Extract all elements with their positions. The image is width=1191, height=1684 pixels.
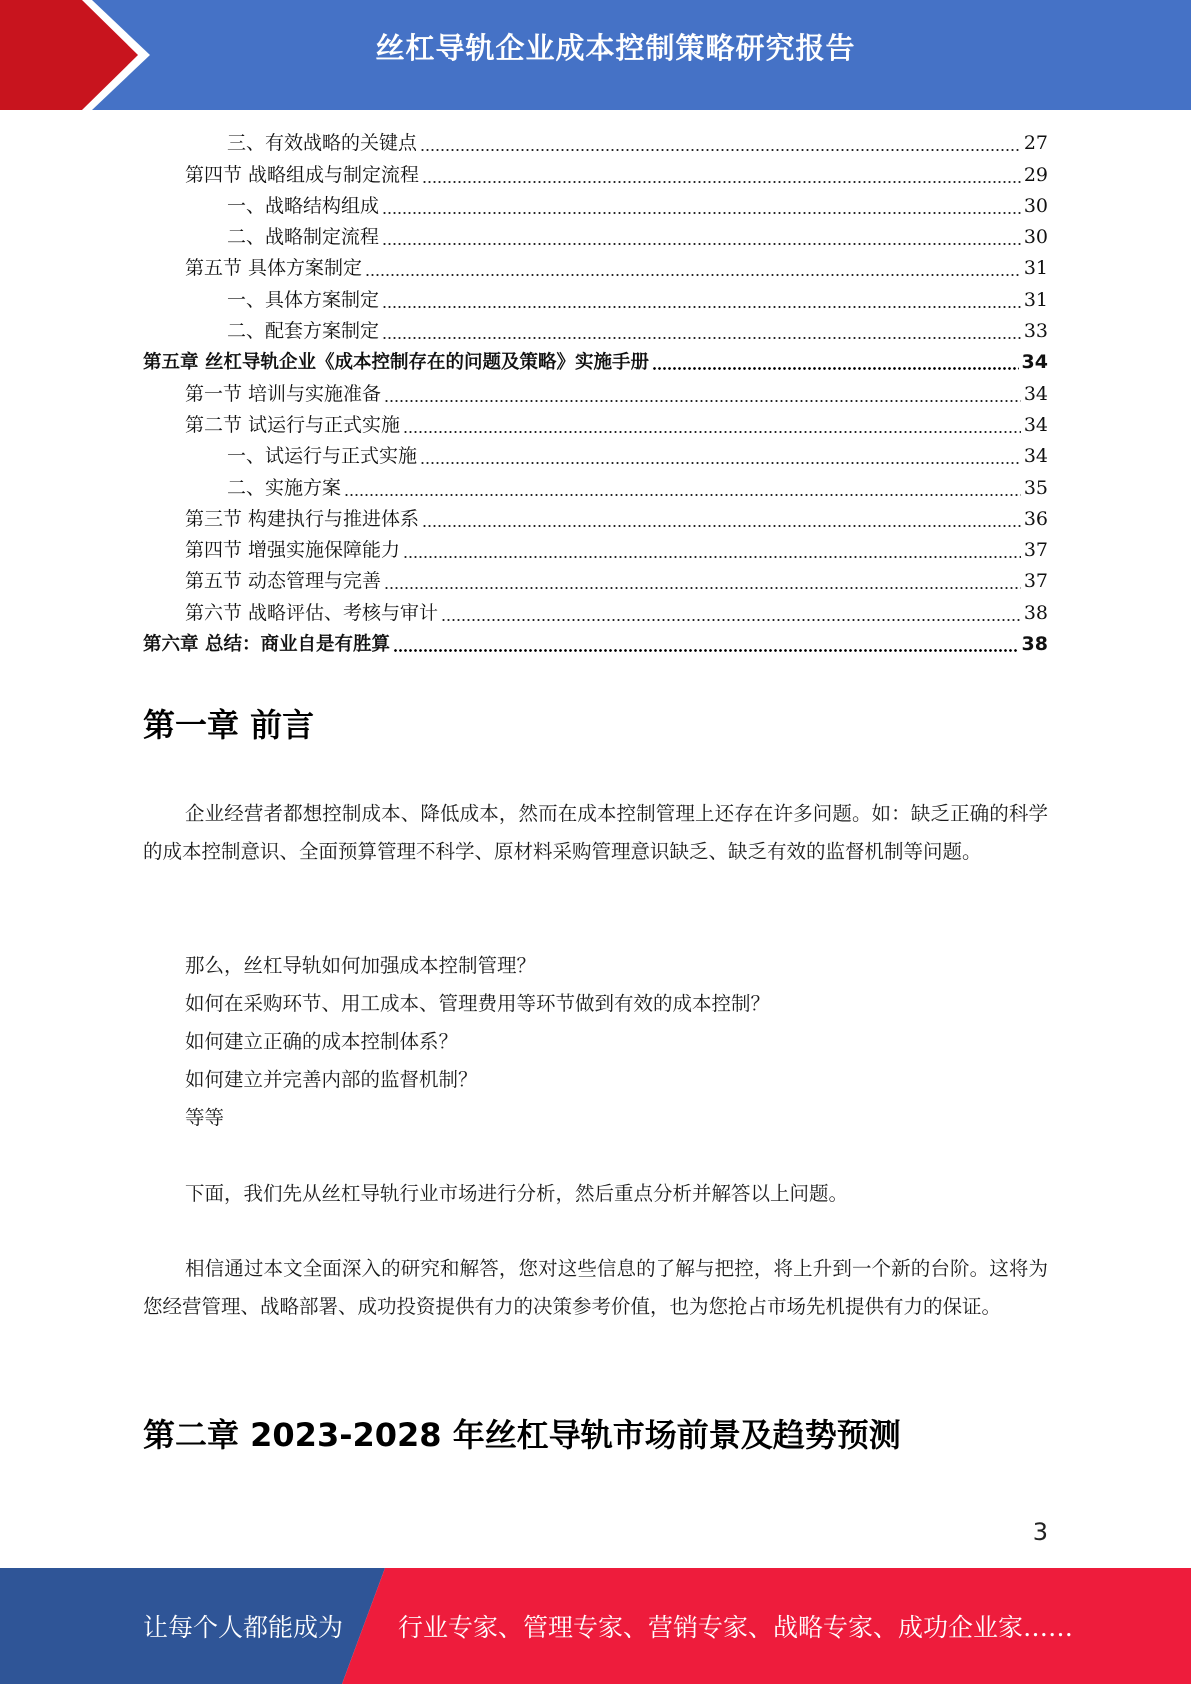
- question-item: 等等: [185, 1106, 225, 1129]
- table-of-contents: [143, 128, 1048, 660]
- toc-dot-leader: [422, 525, 1021, 527]
- toc-entry-label: 第五节 具体方案制定: [185, 257, 363, 280]
- toc-dot-leader: [382, 306, 1021, 308]
- toc-entry[interactable]: [143, 535, 1048, 566]
- toc-entry-label: 第六章 总结：商业自是有胜算: [143, 634, 390, 656]
- report-title: 丝杠导轨企业成本控制策略研究报告: [375, 31, 856, 65]
- toc-entry-label: 第三节 构建执行与推进体系: [185, 507, 420, 530]
- toc-entry-label: 第五节 动态管理与完善: [185, 570, 382, 593]
- toc-entry-label: 第五章 丝杠导轨企业《成本控制存在的问题及策略》实施手册: [143, 352, 649, 374]
- toc-entry-page: 36: [1023, 507, 1048, 530]
- toc-entry-page: 34: [1023, 445, 1048, 468]
- toc-entry-label: 一、战略结构组成: [227, 194, 380, 217]
- toc-entry-page: 34: [1021, 351, 1048, 374]
- toc-entry[interactable]: [143, 472, 1048, 503]
- toc-entry[interactable]: [143, 316, 1048, 347]
- toc-entry[interactable]: [143, 441, 1048, 472]
- page-header: [0, 0, 1191, 110]
- toc-dot-leader: [382, 212, 1021, 214]
- toc-dot-leader: [420, 462, 1021, 464]
- toc-entry-page: 38: [1023, 601, 1048, 624]
- toc-entry-page: 31: [1023, 288, 1048, 311]
- question-item: 如何建立并完善内部的监督机制？: [185, 1068, 478, 1091]
- toc-dot-leader: [422, 181, 1021, 183]
- toc-dot-leader: [365, 274, 1021, 276]
- footer-slogan-right: 行业专家、管理专家、营销专家、战略专家、成功企业家……: [398, 1613, 1074, 1642]
- toc-dot-leader: [382, 243, 1021, 245]
- question-item: 如何建立正确的成本控制体系？: [185, 1030, 459, 1053]
- toc-entry-page: 35: [1023, 476, 1048, 499]
- toc-entry-page: 34: [1023, 382, 1048, 405]
- question-list: [185, 947, 770, 1137]
- chapter1-paragraph-3: 相信通过本文全面深入的研究和解答，您对这些信息的了解与把控，将上升到一个新的台阶。这将为您经营管理、战略部署、成功投资提供有力的决策参考价值，也为您抢占市场先机提供有力的保证。: [143, 1257, 1048, 1318]
- toc-dot-leader: [382, 337, 1021, 339]
- toc-dot-leader: [652, 367, 1019, 370]
- page-footer: [0, 1568, 1191, 1684]
- toc-entry-label: 一、具体方案制定: [227, 288, 380, 311]
- page-number: 3: [1032, 1518, 1048, 1546]
- toc-dot-leader: [403, 431, 1021, 433]
- toc-entry[interactable]: [143, 128, 1048, 159]
- toc-entry-page: 37: [1023, 570, 1048, 593]
- toc-entry-label: 二、配套方案制定: [227, 320, 380, 343]
- chapter1-heading: 第一章 前言: [143, 706, 315, 744]
- toc-dot-leader: [384, 400, 1021, 402]
- chapter2-heading: 第二章 2023-2028 年丝杠导轨市场前景及趋势预测: [143, 1416, 901, 1454]
- toc-entry[interactable]: [143, 159, 1048, 190]
- toc-entry[interactable]: [143, 222, 1048, 253]
- toc-entry[interactable]: [143, 597, 1048, 628]
- toc-entry[interactable]: [143, 253, 1048, 284]
- toc-dot-leader: [420, 149, 1021, 151]
- toc-entry-label: 第一节 培训与实施准备: [185, 382, 382, 405]
- toc-entry-label: 第四节 增强实施保障能力: [185, 539, 401, 562]
- question-item: 那么，丝杠导轨如何加强成本控制管理？: [185, 954, 537, 977]
- toc-entry-page: 29: [1023, 163, 1048, 186]
- chapter1-paragraph-2: 下面，我们先从丝杠导轨行业市场进行分析，然后重点分析并解答以上问题。: [185, 1182, 849, 1205]
- toc-entry[interactable]: [143, 504, 1048, 535]
- toc-entry-page: 37: [1023, 539, 1048, 562]
- toc-entry-page: 38: [1021, 633, 1048, 656]
- toc-entry-label: 二、实施方案: [227, 476, 342, 499]
- toc-dot-leader: [384, 587, 1021, 589]
- toc-entry-page: 34: [1023, 413, 1048, 436]
- toc-entry-page: 27: [1023, 132, 1048, 155]
- toc-entry[interactable]: [143, 410, 1048, 441]
- toc-dot-leader: [344, 494, 1021, 496]
- toc-entry[interactable]: [143, 378, 1048, 409]
- toc-entry-label: 三、有效战略的关键点: [227, 132, 418, 155]
- toc-dot-leader: [441, 619, 1021, 621]
- chapter1-paragraph-1: 企业经营者都想控制成本、降低成本，然而在成本控制管理上还存在许多问题。如：缺乏正确的科学的成本控制意识、全面预算管理不科学、原材料采购管理意识缺乏、缺乏有效的监督机制等问题。: [143, 802, 1048, 863]
- toc-entry[interactable]: [143, 347, 1048, 378]
- toc-entry-label: 第六节 战略评估、考核与审计: [185, 601, 439, 624]
- toc-entry-label: 第四节 战略组成与制定流程: [185, 163, 420, 186]
- question-item: 如何在采购环节、用工成本、管理费用等环节做到有效的成本控制？: [185, 992, 771, 1015]
- footer-slogan-left: 让每个人都能成为: [143, 1613, 344, 1642]
- toc-dot-leader: [393, 649, 1019, 652]
- toc-entry[interactable]: [143, 629, 1048, 660]
- toc-entry-page: 31: [1023, 257, 1048, 280]
- toc-entry-label: 第二节 试运行与正式实施: [185, 413, 401, 436]
- toc-entry-page: 30: [1023, 226, 1048, 249]
- toc-entry-label: 二、战略制定流程: [227, 226, 380, 249]
- toc-entry-page: 30: [1023, 194, 1048, 217]
- toc-dot-leader: [403, 556, 1021, 558]
- toc-entry[interactable]: [143, 566, 1048, 597]
- toc-entry[interactable]: [143, 191, 1048, 222]
- toc-entry-label: 一、试运行与正式实施: [227, 445, 418, 468]
- toc-entry[interactable]: [143, 284, 1048, 315]
- toc-entry-page: 33: [1023, 320, 1048, 343]
